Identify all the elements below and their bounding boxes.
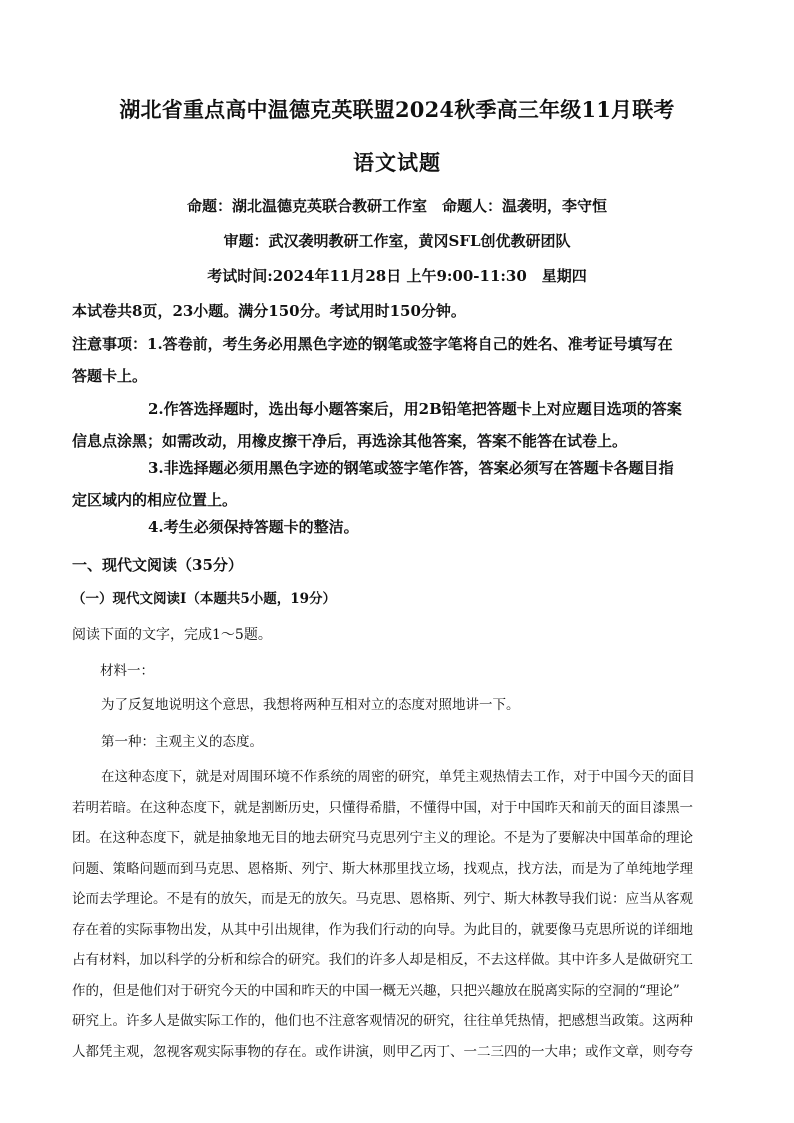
exam-subtitle: 语文试题 [353,150,441,175]
paragraph-3-line: 团。在这种态度下，就是抽象地无目的地去研究马克思列宁主义的理论。不是为了要解决中国革命的理论 [72,830,693,846]
note-1-line-2: 答题卡上。 [72,367,148,385]
note-3 [72,452,724,516]
note-2 [72,393,724,457]
exam-intro: 本试卷共8页，23小题。满分150分。考试用时150分钟。 [72,302,466,320]
note-2-line-1: 2.作答选择题时，选出每小题答案后，用2B铅笔把答题卡上对应题目选项的答案 [148,400,682,418]
paragraph-3-line: 论而去学理论。不是有的放矢，而是无的放矢。马克思、恩格斯、列宁、斯大林教导我们说：应当从客观 [72,891,693,907]
exam-title: 湖北省重点高中温德克英联盟2024秋季高三年级11月联考 [119,97,675,122]
note-4: 4.考生必须保持答题卡的整洁。 [148,518,359,536]
paragraph-3-line: 若明若暗。在这种态度下，就是割断历史，只懂得希腊，不懂得中国，对于中国昨天和前天的面目漆黑一 [72,799,693,816]
note-3-line-1: 3.非选择题必须用黑色字迹的钢笔或签字笔作答，答案必须写在答题卡各题目指 [148,459,674,477]
note-1 [72,328,724,392]
paragraph-3-line: 存在着的实际事物出发，从其中引出规律，作为我们行动的向导。为此目的，就要像马克思所说的详细地 [72,921,693,938]
exam-time-line: 考试时间:2024年11月28日 上午9:00-11:30 星期四 [207,267,587,285]
material-label: 材料一： [100,663,154,679]
note-1-line-1: 注意事项：1.答卷前，考生务必用黑色字迹的钢笔或签字笔将自己的姓名、准考证号填写在 [72,335,673,353]
paragraph-3-line: 问题、策略问题而到马克思、恩格斯、列宁、斯大林那里找立场，找观点，找方法，而是为了单纯地学理 [72,860,693,877]
setter-line: 命题：湖北温德克英联合教研工作室 命题人：温袭明，李守恒 [186,197,607,215]
reading-instruction: 阅读下面的文字，完成1～5题。 [72,627,272,643]
paragraph-3-line: 占有材料，加以科学的分析和综合的研究。我们的许多人却是相反，不去这样做。其中许多人是做研究工 [72,952,693,968]
note-3-line-2: 定区域内的相应位置上。 [72,491,238,509]
paragraph-3 [72,762,724,1067]
paragraph-1: 为了反复地说明这个意思，我想将两种互相对立的态度对照地讲一下。 [101,697,520,713]
paragraph-3-line: 作的，但是他们对于研究今天的中国和昨天的中国一概无兴趣，只把兴趣放在脱离实际的空洞的“理论” [72,982,680,999]
paragraph-3-line: 人都凭主观，忽视客观实际事物的存在。或作讲演，则甲乙丙丁、一二三四的一大串；或作文章，则夸夸 [72,1043,693,1060]
section-heading: 一、现代文阅读（35分） [72,556,243,574]
paragraph-3-line: 在这种态度下，就是对周围环境不作系统的周密的研究，单凭主观热情去工作，对于中国今天的面目 [101,769,695,785]
note-2-line-2: 信息点涂黑；如需改动，用橡皮擦干净后，再选涂其他答案，答案不能答在试卷上。 [72,432,628,450]
reviewer-line: 审题：武汉袭明教研工作室，黄冈SFL创优教研团队 [223,232,571,250]
paragraph-2: 第一种：主观主义的态度。 [101,734,263,750]
section-subheading: （一）现代文阅读Ⅰ（本题共5小题，19分） [72,591,336,607]
paragraph-3-line: 研究上。许多人是做实际工作的，他们也不注意客观情况的研究，往往单凭热情，把感想当政策。这两种 [72,1013,693,1029]
